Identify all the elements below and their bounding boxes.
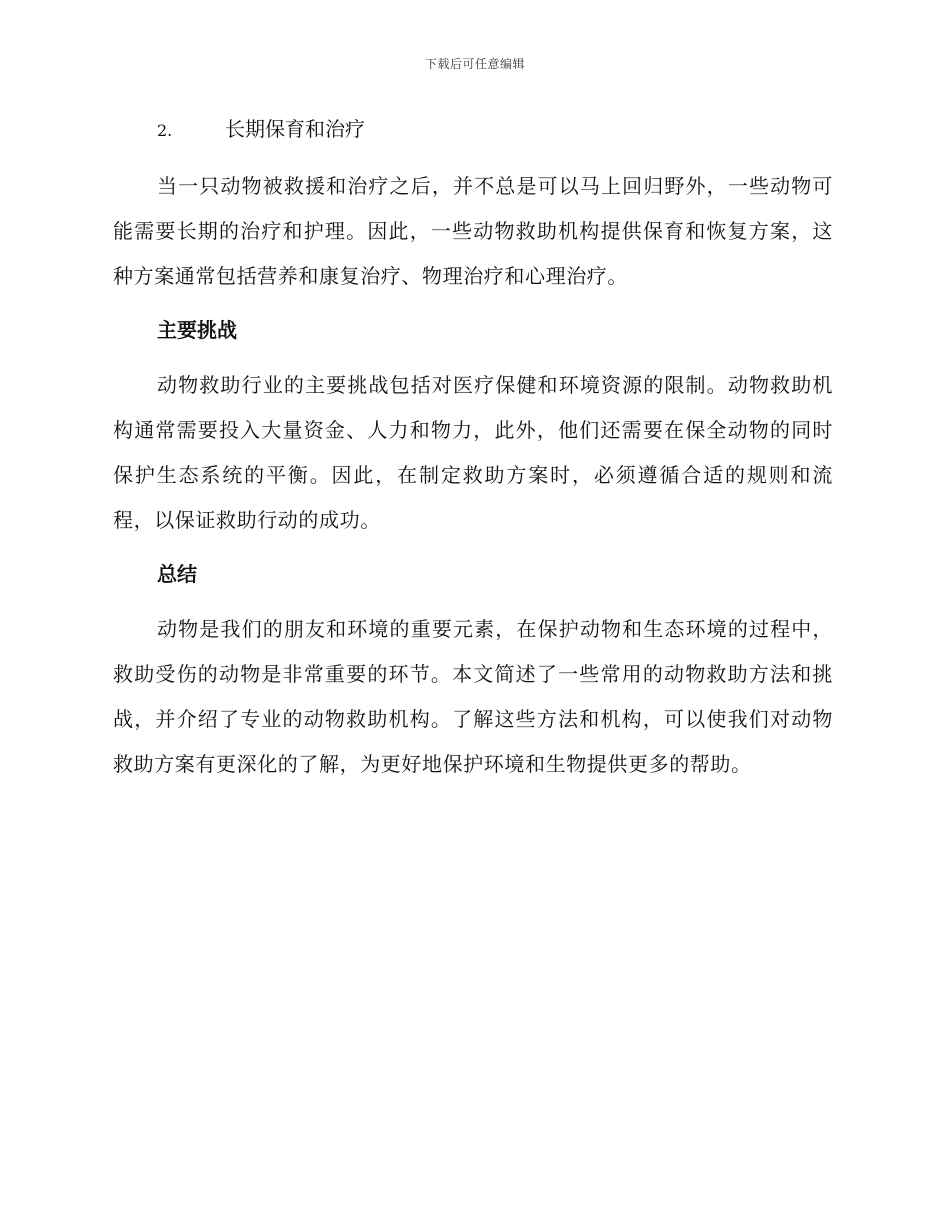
paragraph-summary: 动物是我们的朋友和环境的重要元素，在保护动物和生态环境的过程中，救助受伤的动物是非常重要的环节。本文简述了一些常用的动物救助方法和挑战，并介绍了专业的动物救助机构。了解这些方法和机构，可以使我们对动物救助方案有更深化的了解，为更好地保护环境和生物提供更多的帮助。 <box>113 617 833 776</box>
paragraph-long-term-care: 当一只动物被救援和治疗之后，并不总是可以马上回归野外，一些动物可能需要长期的治疗和护理。因此，一些动物救助机构提供保育和恢复方案，这种方案通常包括营养和康复治疗、物理治疗和心理治疗。 <box>113 174 833 288</box>
list-heading-text: 长期保育和治疗 <box>225 117 365 141</box>
section-heading-long-term-care <box>157 110 833 150</box>
section-heading-challenges: 主要挑战 <box>157 318 237 342</box>
document-body <box>113 110 833 799</box>
section-heading-summary: 总结 <box>157 562 197 586</box>
paragraph-challenges: 动物救助行业的主要挑战包括对医疗保健和环境资源的限制。动物救助机构通常需要投入大量资金、人力和物力，此外，他们还需要在保全动物的同时保护生态系统的平衡。因此，在制定救助方案时，必须遵循合适的规则和流程，以保证救助行动的成功。 <box>113 373 833 532</box>
list-number: 2. <box>157 121 173 140</box>
header-note: 下载后可任意编辑 <box>424 57 525 71</box>
